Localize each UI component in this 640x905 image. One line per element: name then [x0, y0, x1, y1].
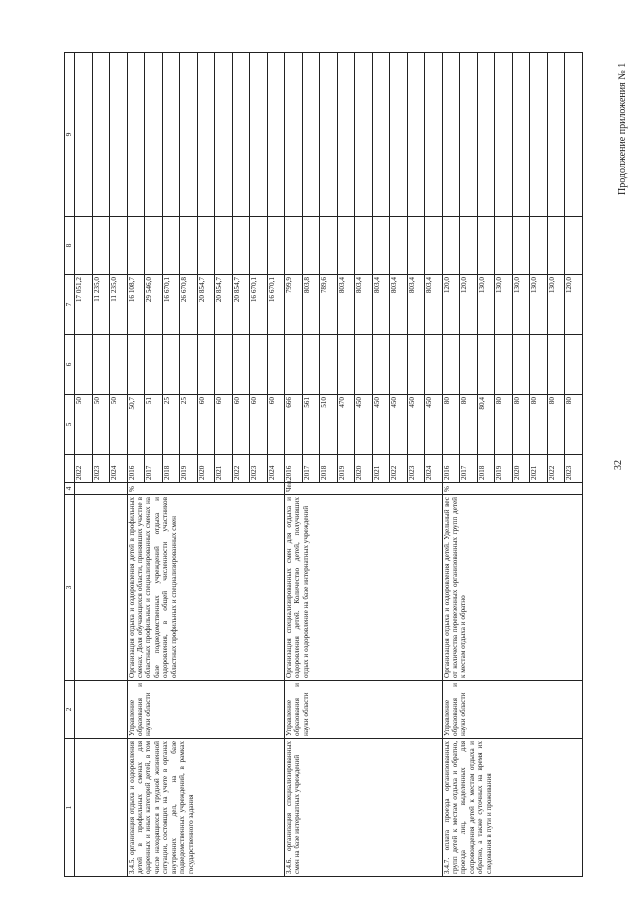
cell-empty	[75, 483, 128, 495]
year-cell: 2019	[337, 455, 355, 483]
amount-cell: 120,0	[442, 275, 460, 335]
activity-name-cell: 3.4.7. оплата проезда организованных групп детей к местам отдыха и обратно, проезда лиц, выделенных для сопровождения детей к местам отдыха и обратно, а также суточных на время их следования в пути и проживания	[442, 739, 582, 877]
year-cell: 2021	[530, 455, 548, 483]
amount-cell: 799,9	[285, 275, 303, 335]
year-cell: 2020	[355, 455, 373, 483]
year-cell: 2018	[320, 455, 338, 483]
year-cell: 2019	[495, 455, 513, 483]
cell-empty	[530, 53, 548, 217]
indicator-cell: Организация специализированных смен для отдыха и оздоровления детей. Количество детей, получивших отдых и оздоровление на базе интернатных учреждений	[285, 495, 443, 681]
cell-empty	[285, 335, 303, 395]
table-body	[75, 53, 583, 877]
cell-empty	[197, 53, 215, 217]
cell-empty	[565, 217, 583, 275]
table-row	[75, 53, 93, 877]
cell-empty	[75, 681, 128, 739]
year-cell: 2019	[180, 455, 198, 483]
unit-cell: %	[442, 483, 582, 495]
amount-cell: 130,0	[512, 275, 530, 335]
value-cell: 50	[75, 395, 93, 455]
value-cell: 450	[355, 395, 373, 455]
cell-empty	[355, 53, 373, 217]
amount-cell: 16 108,7	[127, 275, 145, 335]
cell-empty	[320, 53, 338, 217]
cell-empty	[215, 217, 233, 275]
cell-empty	[162, 335, 180, 395]
cell-empty	[250, 217, 268, 275]
value-cell: 470	[337, 395, 355, 455]
amount-cell: 16 670,1	[162, 275, 180, 335]
year-cell: 2023	[250, 455, 268, 483]
cell-empty	[337, 217, 355, 275]
amount-cell: 130,0	[477, 275, 495, 335]
column-header: 9	[65, 53, 75, 217]
activity-name-cell: 3.4.6. организация специализированных смен на базе интернатных учреждений	[285, 739, 443, 877]
amount-cell: 16 670,1	[267, 275, 285, 335]
table-row	[442, 53, 460, 877]
cell-empty	[180, 335, 198, 395]
cell-empty	[127, 217, 145, 275]
column-header: 5	[65, 395, 75, 455]
cell-empty	[495, 217, 513, 275]
amount-cell: 803,4	[425, 275, 443, 335]
cell-empty	[460, 217, 478, 275]
value-cell: 666	[285, 395, 303, 455]
cell-empty	[75, 739, 128, 877]
value-cell: 450	[425, 395, 443, 455]
value-cell: 60	[215, 395, 233, 455]
column-header: 7	[65, 275, 75, 335]
value-cell: 450	[390, 395, 408, 455]
page-number: 32	[613, 460, 624, 470]
amount-cell: 130,0	[547, 275, 565, 335]
cell-empty	[390, 53, 408, 217]
value-cell: 561	[302, 395, 320, 455]
cell-empty	[477, 53, 495, 217]
cell-empty	[337, 53, 355, 217]
column-header: 1	[65, 739, 75, 877]
cell-empty	[390, 217, 408, 275]
cell-empty	[110, 335, 128, 395]
year-cell: 2021	[215, 455, 233, 483]
amount-cell: 120,0	[460, 275, 478, 335]
cell-empty	[442, 217, 460, 275]
cell-empty	[407, 53, 425, 217]
cell-empty	[75, 495, 128, 681]
cell-empty	[180, 53, 198, 217]
cell-empty	[337, 335, 355, 395]
cell-empty	[320, 335, 338, 395]
year-cell: 2016	[442, 455, 460, 483]
amount-cell: 11 235,0	[110, 275, 128, 335]
table-row	[127, 53, 145, 877]
year-cell: 2021	[372, 455, 390, 483]
year-cell: 2023	[92, 455, 110, 483]
cell-empty	[495, 53, 513, 217]
cell-empty	[565, 335, 583, 395]
amount-cell: 130,0	[495, 275, 513, 335]
table-row	[285, 53, 303, 877]
year-cell: 2024	[110, 455, 128, 483]
value-cell: 60	[232, 395, 250, 455]
value-cell: 80	[495, 395, 513, 455]
executor-cell: Управление образования и науки области	[442, 681, 582, 739]
amount-cell: 803,4	[372, 275, 390, 335]
year-cell: 2017	[460, 455, 478, 483]
executor-cell: Управление образования и науки области	[285, 681, 443, 739]
cell-empty	[565, 53, 583, 217]
cell-empty	[512, 335, 530, 395]
year-cell: 2020	[512, 455, 530, 483]
value-cell: 50	[110, 395, 128, 455]
amount-cell: 803,4	[337, 275, 355, 335]
cell-empty	[232, 53, 250, 217]
year-cell: 2024	[425, 455, 443, 483]
value-cell: 60	[197, 395, 215, 455]
amount-cell: 130,0	[530, 275, 548, 335]
value-cell: 80	[530, 395, 548, 455]
cell-empty	[460, 335, 478, 395]
cell-empty	[145, 335, 163, 395]
cell-empty	[442, 53, 460, 217]
column-header: 8	[65, 217, 75, 275]
year-cell: 2018	[162, 455, 180, 483]
amount-cell: 20 854,7	[197, 275, 215, 335]
year-cell: 2022	[232, 455, 250, 483]
cell-empty	[530, 335, 548, 395]
cell-empty	[407, 335, 425, 395]
indicator-cell: Организация отдыха и оздоровления детей в профильных сменах. Доля обучающихся области, принявших участие в областных профильных и специализированных сменах на базе подведомственных учреждений отдыха и оздоровления, в общей численности участников областных профильных и специализированных смен	[127, 495, 285, 681]
value-cell: 51	[145, 395, 163, 455]
cell-empty	[162, 53, 180, 217]
cell-empty	[425, 217, 443, 275]
cell-empty	[215, 53, 233, 217]
value-cell: 80	[442, 395, 460, 455]
amount-cell: 803,4	[390, 275, 408, 335]
amount-cell: 17 051,2	[75, 275, 93, 335]
value-cell: 80,4	[477, 395, 495, 455]
amount-cell: 803,4	[407, 275, 425, 335]
amount-cell: 29 546,0	[145, 275, 163, 335]
year-cell: 2024	[267, 455, 285, 483]
value-cell: 80	[460, 395, 478, 455]
amount-cell: 789,6	[320, 275, 338, 335]
value-cell: 50	[92, 395, 110, 455]
amount-cell: 11 235,0	[92, 275, 110, 335]
value-cell: 80	[512, 395, 530, 455]
cell-empty	[407, 217, 425, 275]
amount-cell: 16 670,1	[250, 275, 268, 335]
cell-empty	[215, 335, 233, 395]
cell-empty	[92, 335, 110, 395]
cell-empty	[92, 217, 110, 275]
value-cell: 60	[267, 395, 285, 455]
cell-empty	[267, 53, 285, 217]
unit-cell: %	[127, 483, 285, 495]
cell-empty	[285, 53, 303, 217]
cell-empty	[547, 217, 565, 275]
cell-empty	[355, 335, 373, 395]
cell-empty	[110, 53, 128, 217]
cell-empty	[460, 53, 478, 217]
cell-empty	[197, 217, 215, 275]
value-cell: 80	[565, 395, 583, 455]
value-cell: 25	[162, 395, 180, 455]
cell-empty	[250, 335, 268, 395]
year-cell: 2022	[547, 455, 565, 483]
cell-empty	[250, 53, 268, 217]
cell-empty	[75, 335, 93, 395]
indicator-cell: Организация отдыха и оздоровления детей. Удельный вес от количества перевезенных организованных групп детей к местам отдыха и обратно	[442, 495, 582, 681]
amount-cell: 20 854,7	[232, 275, 250, 335]
program-table	[64, 52, 583, 877]
value-cell: 80	[547, 395, 565, 455]
amount-cell: 120,0	[565, 275, 583, 335]
year-cell: 2022	[75, 455, 93, 483]
value-cell: 25	[180, 395, 198, 455]
year-cell: 2016	[285, 455, 303, 483]
year-cell: 2023	[565, 455, 583, 483]
unit-cell: Чел.	[285, 483, 443, 495]
cell-empty	[477, 335, 495, 395]
amount-cell: 803,4	[355, 275, 373, 335]
cell-empty	[75, 217, 93, 275]
cell-empty	[425, 335, 443, 395]
value-cell: 450	[407, 395, 425, 455]
cell-empty	[320, 217, 338, 275]
cell-empty	[110, 217, 128, 275]
cell-empty	[162, 217, 180, 275]
amount-cell: 20 854,7	[215, 275, 233, 335]
cell-empty	[285, 217, 303, 275]
cell-empty	[372, 335, 390, 395]
cell-empty	[180, 217, 198, 275]
value-cell: 510	[320, 395, 338, 455]
cell-empty	[232, 217, 250, 275]
cell-empty	[197, 335, 215, 395]
executor-cell: Управление образования и науки области	[127, 681, 285, 739]
cell-empty	[302, 335, 320, 395]
cell-empty	[232, 335, 250, 395]
cell-empty	[390, 335, 408, 395]
value-cell: 60	[250, 395, 268, 455]
column-header: 3	[65, 495, 75, 681]
cell-empty	[495, 335, 513, 395]
column-header: 4	[65, 483, 75, 495]
cell-empty	[442, 335, 460, 395]
cell-empty	[547, 335, 565, 395]
column-header: 6	[65, 335, 75, 395]
cell-empty	[372, 53, 390, 217]
amount-cell: 26 670,8	[180, 275, 198, 335]
cell-empty	[477, 217, 495, 275]
cell-empty	[302, 53, 320, 217]
column-header-blank	[65, 455, 75, 483]
cell-empty	[355, 217, 373, 275]
cell-empty	[145, 217, 163, 275]
value-cell: 450	[372, 395, 390, 455]
cell-empty	[547, 53, 565, 217]
cell-empty	[372, 217, 390, 275]
year-cell: 2017	[145, 455, 163, 483]
appendix-label: Продолжение приложения № 1	[617, 62, 628, 195]
cell-empty	[92, 53, 110, 217]
year-cell: 2018	[477, 455, 495, 483]
year-cell: 2022	[390, 455, 408, 483]
activity-name-cell: 3.4.5. организация отдыха и оздоровления детей в профильных сменах для одаренных и иных категорий детей, в том числе находящихся в трудной жизненной ситуации, состоящих на учете в органах внутренних дел, на базе подведомственных учреждений, в рамках государственного задания	[127, 739, 285, 877]
column-header: 2	[65, 681, 75, 739]
year-cell: 2017	[302, 455, 320, 483]
cell-empty	[267, 217, 285, 275]
column-number-row	[65, 53, 75, 877]
cell-empty	[145, 53, 163, 217]
cell-empty	[75, 53, 93, 217]
cell-empty	[425, 53, 443, 217]
cell-empty	[530, 217, 548, 275]
year-cell: 2023	[407, 455, 425, 483]
cell-empty	[127, 53, 145, 217]
year-cell: 2020	[197, 455, 215, 483]
cell-empty	[127, 335, 145, 395]
cell-empty	[512, 53, 530, 217]
value-cell: 50,7	[127, 395, 145, 455]
cell-empty	[512, 217, 530, 275]
year-cell: 2016	[127, 455, 145, 483]
cell-empty	[267, 335, 285, 395]
cell-empty	[302, 217, 320, 275]
amount-cell: 803,8	[302, 275, 320, 335]
